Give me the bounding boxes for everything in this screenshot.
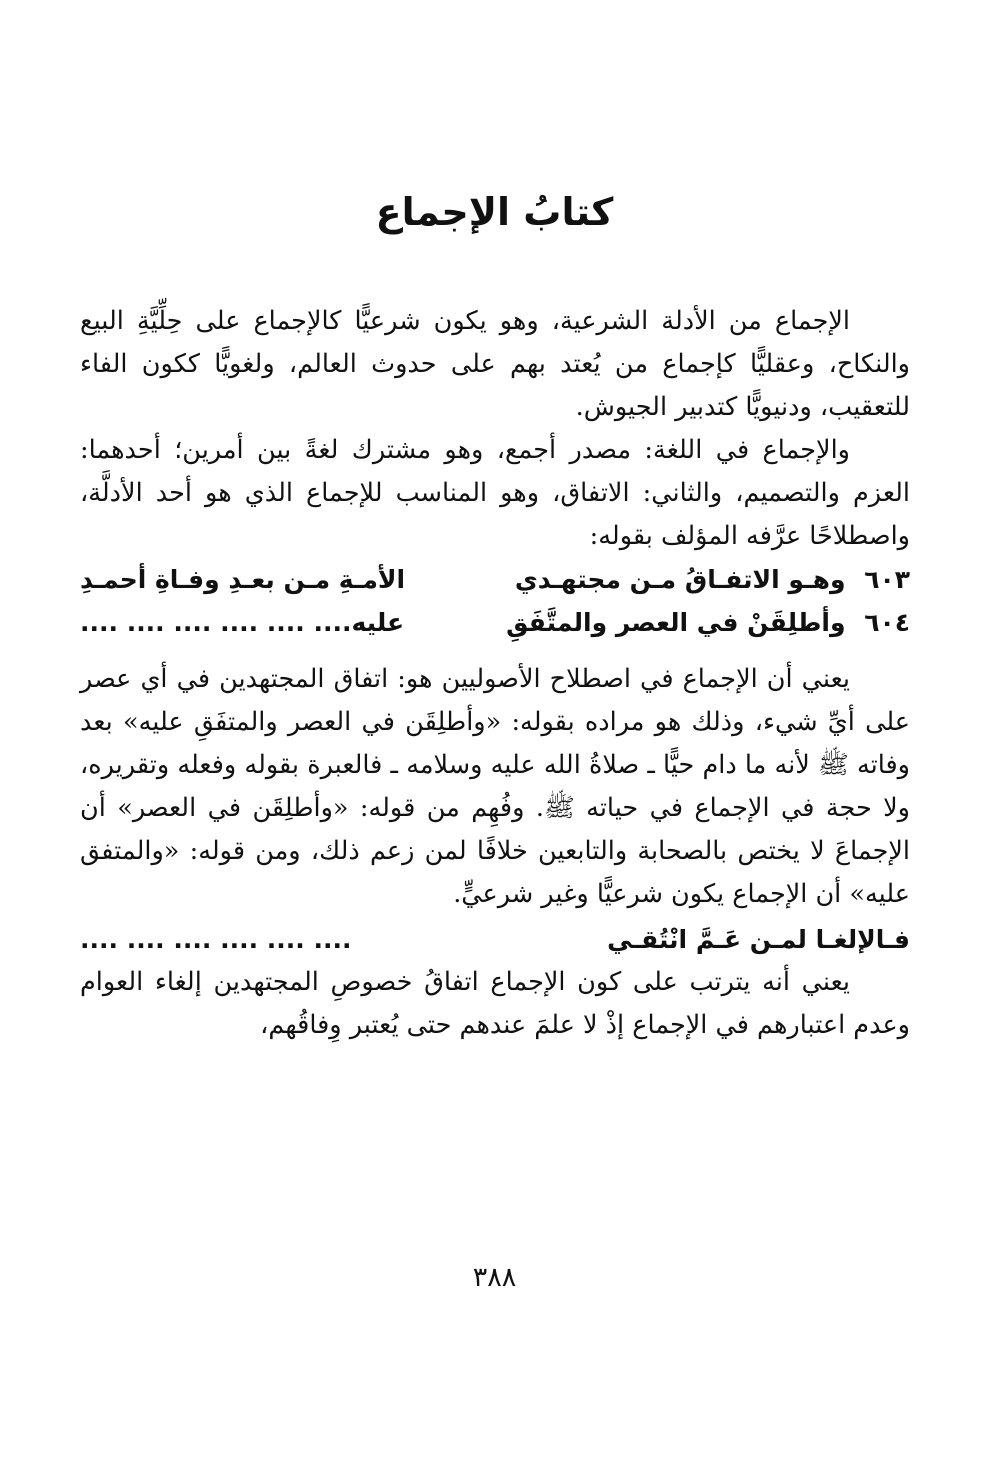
verse-line-604 (80, 601, 910, 644)
chapter-title: كتابُ الإجماع (375, 190, 614, 234)
paragraph-commentary-laymen: يعني أنه يترتب على كون الإجماع اتفاقُ خصوصِ المجتهدين إلغاء العوام وعدم اعتبارهم في الإجماع إذْ لا علمَ عندهم حتى يُعتبر وِفاقُهم، (80, 967, 910, 1040)
page-number: ٣٨٨ (472, 1262, 517, 1293)
verse-number: ٦٠٣ (864, 565, 910, 594)
verse-second-hemistich: فـالإلغـا لمـن عَـمَّ انْتُقـي (607, 925, 910, 954)
paragraph-ijma-language: والإجماع في اللغة: مصدر أجمع، وهو مشترك لغةً بين أمرين؛ أحدهما: العزم والتصميم، والثاني: الاتفاق، وهو المناسب للإجماع الذي هو أحد الأدلَّة، واصطلاحًا عرَّفه المؤلف بقوله: (80, 435, 910, 551)
verse-line-603 (80, 558, 910, 601)
verse-first-hemistich: وأطلِقَنْ في العصر والمتَّفَقِ (506, 608, 846, 637)
page-body (80, 300, 910, 1047)
verse-second-hemistich: عليه.... .... .... .... .... .... (80, 608, 405, 637)
verse-first-hemistich: وهـو الاتفـاقُ مـن مجتهـدي (514, 565, 846, 594)
verse-second-hemistich: الأمـةِ مـن بعـدِ وفـاةِ أحمـدِ (80, 565, 406, 594)
verse-first-hemistich: .... .... .... .... .... .... (80, 925, 352, 954)
verse-number: ٦٠٤ (864, 608, 910, 637)
verse-line-605 (80, 918, 910, 961)
paragraph-commentary-definition: يعني أن الإجماع في اصطلاح الأصوليين هو: اتفاق المجتهدين في أي عصر على أيِّ شيء، وذلك هو مراده بقوله: «وأطلِقَن في العصر والمتفَقِ عليه» بعد وفاته ﷺ لأنه ما دام حيًّا ـ صلاةُ الله عليه وسلامه ـ فالعبرة بقوله وفعله وتقريره، ولا حجة في الإجماع في حياته ﷺ. وفُهِم من قوله: «وأطلِقَن في العصر» أن الإجماعَ لا يختص بالصحابة والتابعين خلافًا لمن زعم ذلك، ومن قوله: «والمتفق عليه» أن الإجماع يكون شرعيًّا وغير شرعيٍّ. (80, 664, 910, 909)
paragraph-ijma-types: الإجماع من الأدلة الشرعية، وهو يكون شرعيًّا كالإجماع على حِلِّيَّةِ البيع والنكاح، وعقليًّا كإجماع من يُعتد بهم على حدوث العالم، ولغويًّا ككون الفاء للتعقيب، ودنيويًّا كتدبير الجيوش. (80, 306, 910, 422)
